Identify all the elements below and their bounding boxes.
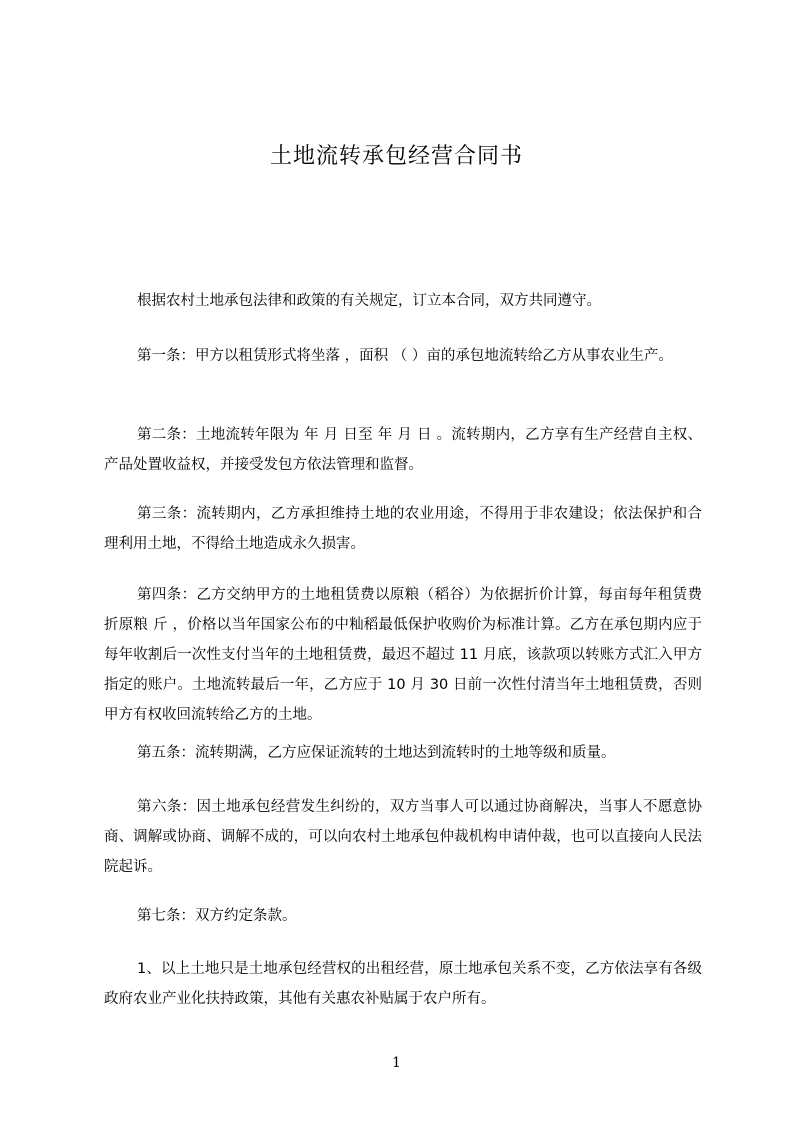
clause-1-paragraph: 1、以上土地只是土地承包经营权的出租经营，原土地承包关系不变，乙方依法享有各级政府农业产业化扶持政策，其他有关惠农补贴属于农户所有。 — [104, 961, 702, 1007]
page-number: 1 — [392, 1055, 401, 1071]
article-4-paragraph: 第四条：乙方交纳甲方的土地租赁费以原粮（稻谷）为依据折价计算，每亩每年租赁费折原粮 斤 ，价格以当年国家公布的中籼稻最低保护收购价为标准计算。乙方在承包期内应于每年收割后一次性支付当年的土地租赁费，最迟不超过 11 月底，该款项以转账方式汇入甲方指定的账户。土地流转最后一年，乙方应于 10 月 30 日前一次性付清当年土地租赁费，否则甲方有权收回流转给乙方的土地。 — [104, 587, 702, 723]
intro-paragraph: 根据农村土地承包法律和政策的有关规定，订立本合同，双方共同遵守。 — [137, 293, 601, 309]
article-3-paragraph: 第三条：流转期内，乙方承担维持土地的农业用途，不得用于非农建设；依法保护和合理利用土地，不得给土地造成永久损害。 — [104, 506, 702, 552]
article-2-paragraph: 第二条：土地流转年限为 年 月 日至 年 月 日 。流转期内，乙方享有生产经营自主权、产品处置收益权，并接受发包方依法管理和监督。 — [104, 427, 702, 473]
article-6-paragraph: 第六条：因土地承包经营发生纠纷的，双方当事人可以通过协商解决，当事人不愿意协商、调解或协商、调解不成的，可以向农村土地承包仲裁机构申请仲裁，也可以直接向人民法院起诉。 — [104, 799, 702, 875]
article-7-paragraph: 第七条：双方约定条款。 — [137, 908, 297, 924]
article-1-paragraph: 第一条：甲方以租赁形式将坐落 ，面积 （ ）亩的承包地流转给乙方从事农业生产。 — [137, 348, 673, 364]
article-5-paragraph: 第五条：流转期满，乙方应保证流转的土地达到流转时的土地等级和质量。 — [137, 745, 616, 761]
document-title: 土地流转承包经营合同书 — [269, 144, 523, 169]
